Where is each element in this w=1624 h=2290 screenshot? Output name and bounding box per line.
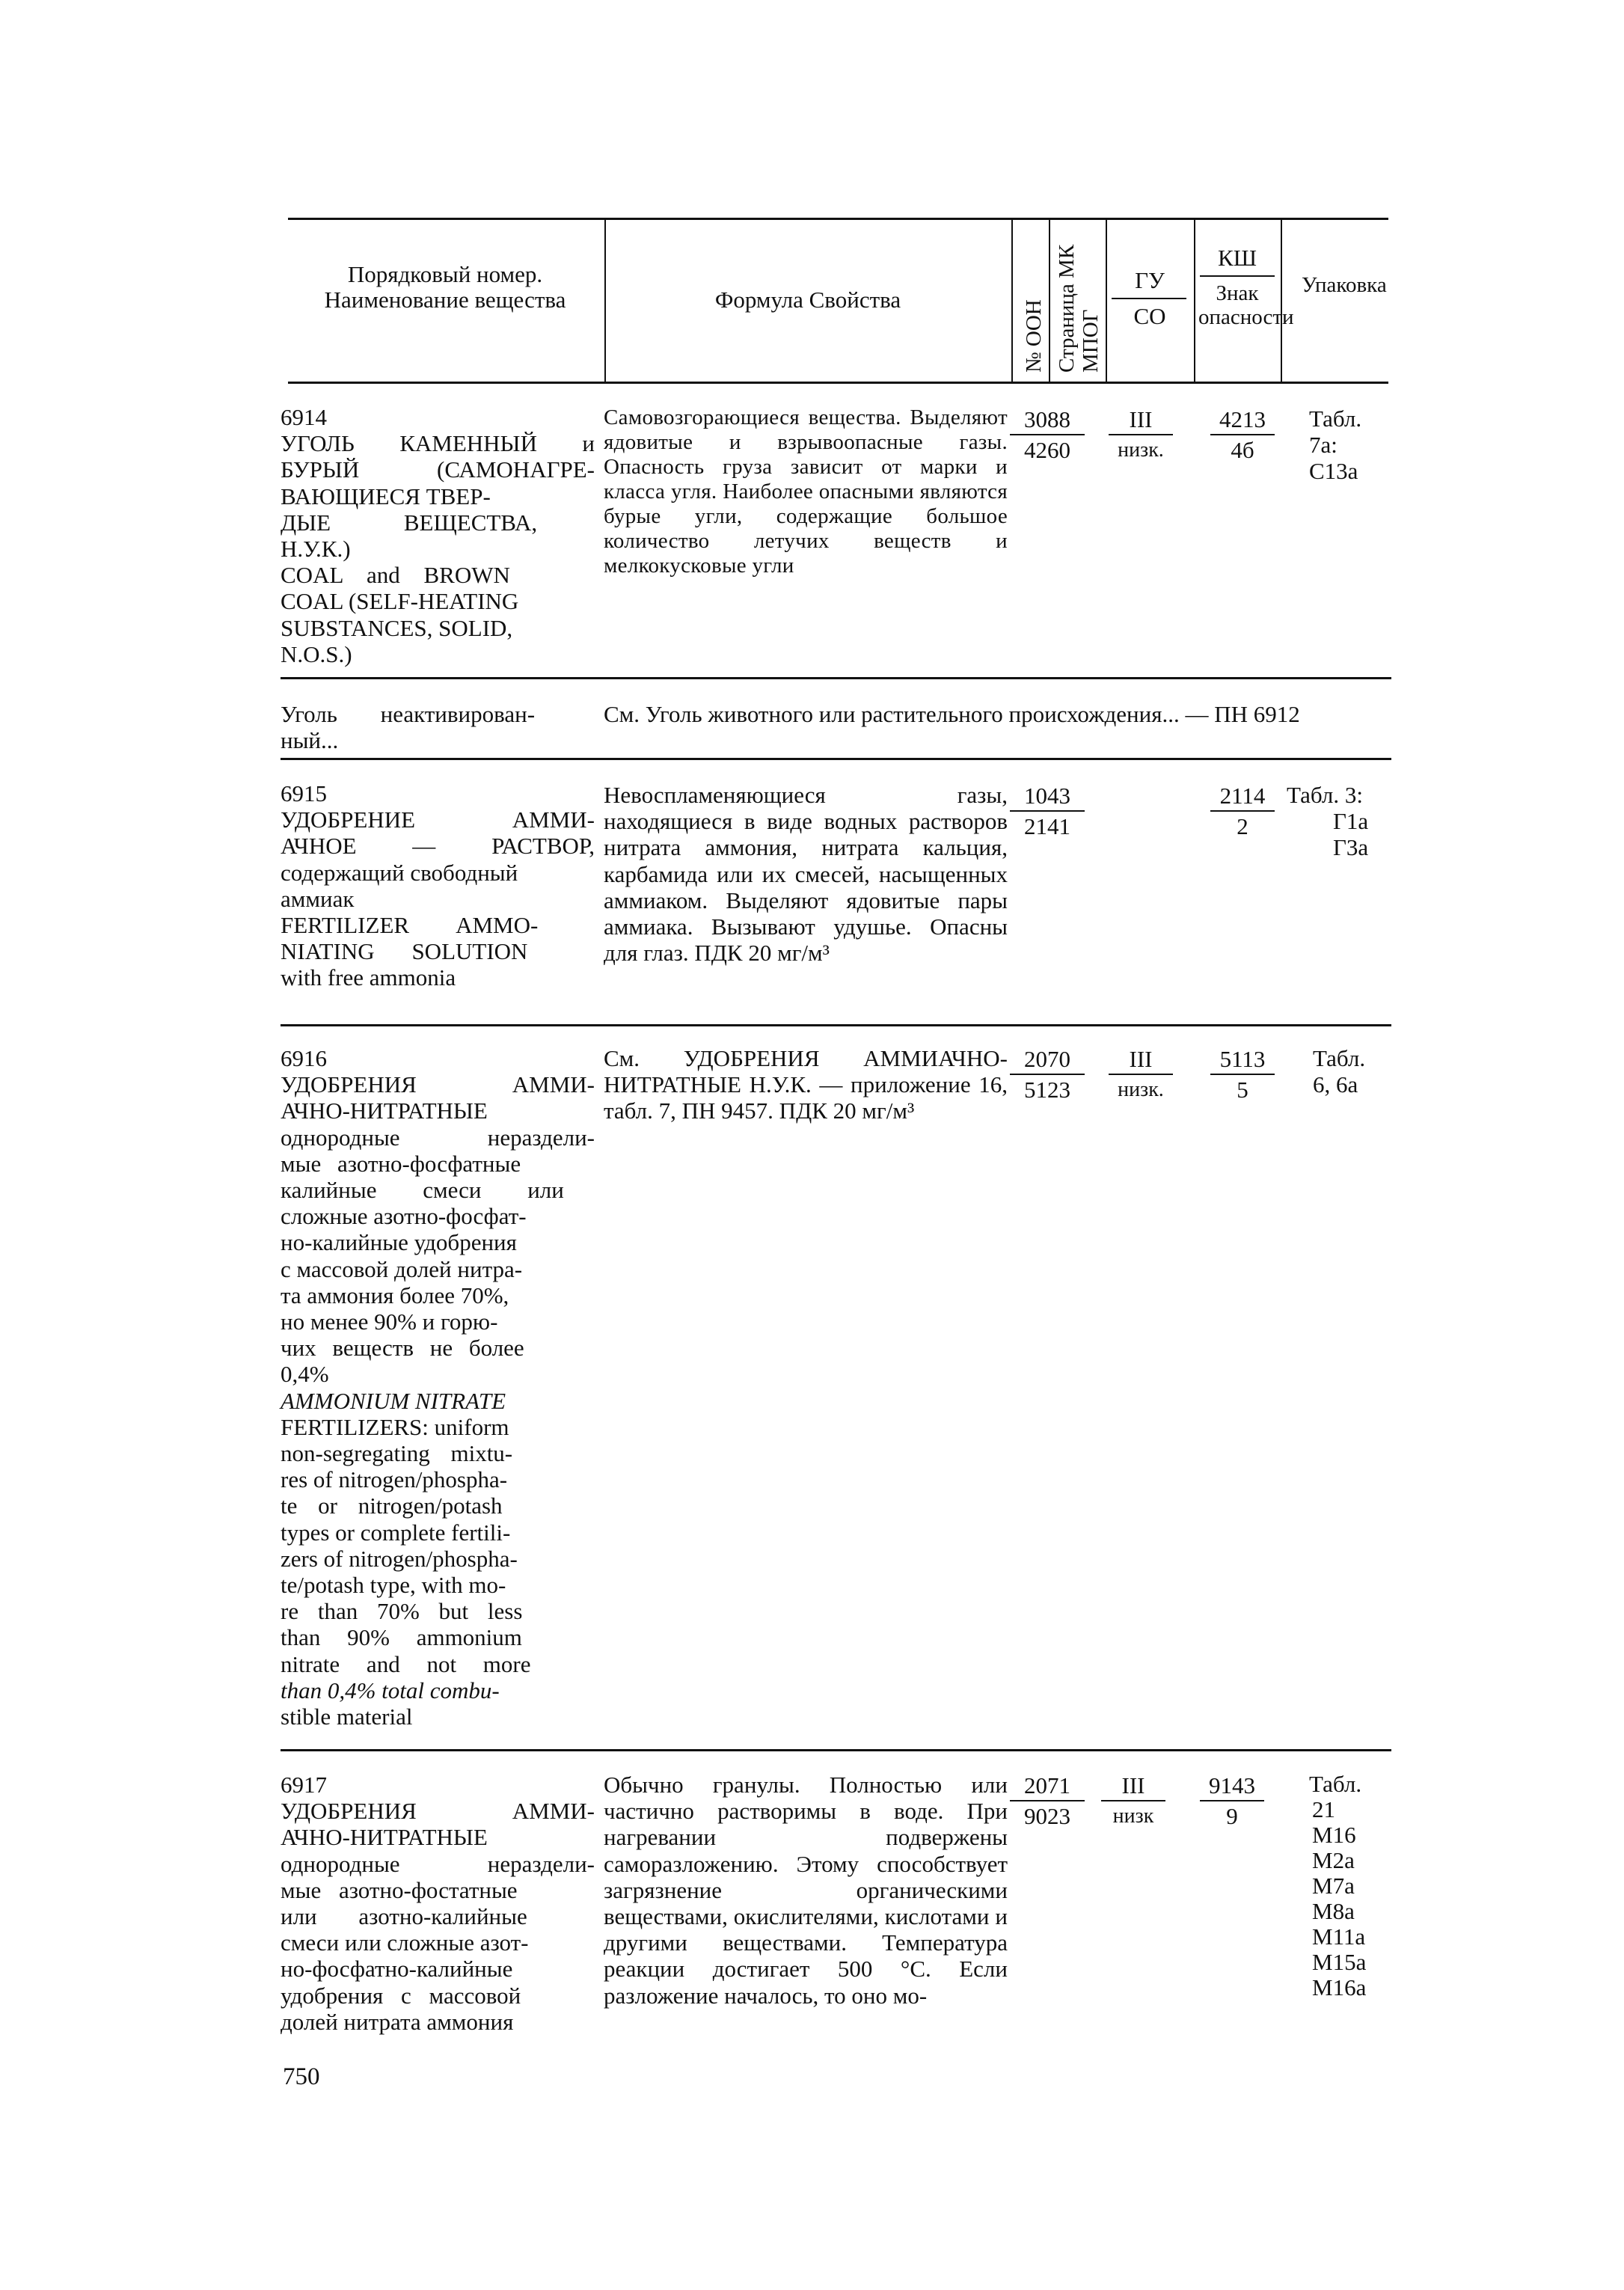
header-divider-3 <box>1049 219 1050 382</box>
header-divider-2 <box>1011 219 1013 382</box>
pack-line: Табл. <box>1313 1045 1366 1071</box>
name-line-en: AMMONIUM NITRATE <box>281 1387 506 1414</box>
row-6916-name <box>281 1045 595 1730</box>
name-line-en: non-segregating mixtu- <box>281 1440 513 1467</box>
row-6914-name <box>281 404 595 667</box>
row-6915-un: 1043 <box>1010 783 1085 812</box>
header-pack: Упаковка <box>1302 273 1387 297</box>
header-divider-4 <box>1106 219 1107 382</box>
pack-line: М16 <box>1312 1822 1356 1848</box>
name-line-en: stible material <box>281 1703 413 1730</box>
row-6914-un-page <box>1010 407 1085 463</box>
row-6914-un: 3088 <box>1010 407 1085 435</box>
header-col-props <box>606 287 1010 313</box>
name-line: Уголь неактивирован- <box>281 701 536 727</box>
header-col-page-label: Страница МК МПОГ <box>1055 244 1103 373</box>
header-ksh: КШ <box>1218 245 1257 271</box>
row-6914-co: низк. <box>1118 438 1164 462</box>
row-6916-gu: III <box>1109 1047 1173 1075</box>
header-sign: Знак опасности <box>1198 281 1294 329</box>
name-line: N.O.S.) <box>281 640 352 667</box>
header-co: СО <box>1133 303 1166 329</box>
name-line-en: than 0,4% total combu- <box>281 1677 500 1703</box>
row-6915-sign: 2 <box>1237 813 1248 839</box>
name-line: with free ammonia <box>281 964 456 991</box>
row-6917-name <box>281 1772 595 2035</box>
name-line: COAL (SELF-HEATING <box>281 588 519 615</box>
row-6914-number: 6914 <box>281 404 327 430</box>
row-6917-ksh-sign <box>1200 1773 1264 1829</box>
pack-line: 21 <box>1312 1796 1335 1822</box>
name-line: FERTILIZER AMMO- <box>281 912 539 939</box>
name-line-en: nitrate and not more <box>281 1650 531 1677</box>
name-line: калийные смеси или <box>281 1177 564 1204</box>
row-6917-sign: 9 <box>1226 1803 1238 1829</box>
row-6917-gu-co <box>1101 1773 1165 1829</box>
row-6916-ksh: 5113 <box>1210 1047 1275 1075</box>
row-6915-page: 2141 <box>1024 813 1070 839</box>
row-6915-pack <box>1287 782 1388 860</box>
row-6916-page: 5123 <box>1024 1077 1070 1103</box>
header-col-name <box>288 262 602 313</box>
header-divider-6 <box>1281 219 1282 382</box>
row-6915-props: Невоспламеняющиеся газы, находящиеся в виде водных растворов нитрата аммония, нитрата кальция, карбамида или их смесей, насыщенных аммиаком. Выделяют ядовитые пары аммиака. Вызывают удушье. Опасны для глаз. ПДК 20 мг/м³ <box>604 782 1008 967</box>
name-line <box>281 483 595 509</box>
row-6915-name <box>281 780 595 991</box>
name-line: 0,4% <box>281 1361 329 1388</box>
name-line: с массовой долей нитра- <box>281 1255 523 1282</box>
row-6917-gu: III <box>1101 1773 1165 1801</box>
row-6915-ksh: 2114 <box>1210 783 1275 812</box>
row-6916-gu-co <box>1109 1047 1173 1103</box>
pack-line: Табл. 3: <box>1287 782 1364 808</box>
row-6916-co: низк. <box>1118 1078 1164 1101</box>
name-line-en: te/potash type, with mo- <box>281 1572 506 1599</box>
header-top-rule <box>288 218 1388 220</box>
row-6917-ksh: 9143 <box>1200 1773 1264 1801</box>
name-line-en: FERTILIZERS: uniform <box>281 1413 509 1440</box>
row-6914-pack <box>1309 405 1384 484</box>
header-col-pack <box>1294 272 1387 298</box>
row-6916-ksh-sign <box>1210 1047 1275 1103</box>
pack-line: М16а <box>1312 1974 1367 2000</box>
row-6915-ksh-sign <box>1210 783 1275 839</box>
name-line: мые азотно-фостатные <box>281 1876 518 1903</box>
name-line: удобрения с массовой <box>281 1982 521 2009</box>
row-6914-bottom-rule <box>281 677 1391 679</box>
header-col-un: № ООН <box>1022 299 1046 373</box>
name-line-en: types or complete fertili- <box>281 1519 511 1546</box>
name-line: но-фосфатно-калийные <box>281 1956 513 1983</box>
pack-line: М15а <box>1312 1949 1367 1975</box>
row-6917-un-page <box>1010 1773 1085 1829</box>
name-line: УДОБРЕНИЯ АММИ- <box>281 1071 595 1098</box>
name-line: мые азотно-фосфатные <box>281 1150 521 1177</box>
row-6917-co: низк <box>1112 1804 1154 1828</box>
header-col-page <box>1055 223 1103 373</box>
row-6916-un: 2070 <box>1010 1047 1085 1075</box>
row-6915-un-page <box>1010 783 1085 839</box>
row-6915-number: 6915 <box>281 780 327 806</box>
pack-line: Г3а <box>1333 834 1369 860</box>
row-coal-bottom-rule <box>281 758 1391 760</box>
row-6914-page: 4260 <box>1024 437 1070 463</box>
pack-line: 7а: <box>1309 432 1337 458</box>
row-6914-gu-co <box>1109 407 1173 463</box>
pack-line: М7а <box>1312 1873 1355 1899</box>
name-line: УДОБРЕНИЕ АММИ- <box>281 806 595 833</box>
name-line: сложные азотно-фосфат- <box>281 1203 527 1230</box>
row-6917-props: Обычно гранулы. Полностью или частично растворимы в воде. При нагревании подвержены саморазложению. Этому способствует загрязнение органическими веществами, окислителями, кислотами и другими веществами. Температура реакции достигает 500 °С. Если разложение началось, то оно мо- <box>604 1772 1008 2009</box>
name-line-en: re than 70% but less <box>281 1598 523 1625</box>
name-line: БУРЫЙ (САМОНАГРЕ- <box>281 456 595 483</box>
pack-line: 6, 6а <box>1313 1071 1358 1097</box>
pack-line: Табл. <box>1309 1771 1362 1797</box>
row-6915-bottom-rule <box>281 1024 1391 1026</box>
name-line-en: than 90% ammonium <box>281 1624 522 1651</box>
name-line-en: te or nitrogen/potash <box>281 1493 503 1519</box>
name-line: УГОЛЬ КАМЕННЫЙ и <box>281 430 595 457</box>
name-line-en: zers of nitrogen/phospha- <box>281 1545 518 1572</box>
name-line: но менее 90% и горю- <box>281 1308 498 1335</box>
header-gu: ГУ <box>1135 267 1165 293</box>
name-line-en: res of nitrogen/phospha- <box>281 1466 508 1493</box>
row-6917-page: 9023 <box>1024 1803 1070 1829</box>
name-line: содержащий свободный <box>281 859 518 886</box>
pack-line: С13а <box>1309 458 1358 484</box>
name-line: однородные нераздели- <box>281 1124 595 1151</box>
name-line: или азотно-калийные <box>281 1903 527 1930</box>
name-line: долей нитрата аммония <box>281 2008 514 2035</box>
name-line: SUBSTANCES, SOLID, <box>281 614 513 641</box>
name-line: аммиак <box>281 885 355 912</box>
header-col-name-label: Порядковый номер. Наименование вещества <box>324 261 566 313</box>
name-line: COAL and BROWN <box>281 562 510 589</box>
pack-line: М11а <box>1312 1923 1366 1950</box>
header-bottom-rule <box>288 382 1388 384</box>
name-line: АЧНО-НИТРАТНЫЕ <box>281 1097 488 1124</box>
name-line: АЧНОЕ — РАСТВОР, <box>281 833 595 860</box>
name-line: NIATING SOLUTION <box>281 938 528 965</box>
name-line: ный... <box>281 727 339 754</box>
header-col-gu <box>1107 268 1192 293</box>
row-6914-ksh: 4213 <box>1210 407 1275 435</box>
name-line: чих веществ не более <box>281 1335 524 1362</box>
row-6916-sign: 5 <box>1237 1077 1248 1103</box>
name-line: Н.У.К.) <box>281 536 351 563</box>
header-gu-co-rule <box>1112 298 1186 299</box>
pack-line: М2а <box>1312 1847 1355 1873</box>
header-col-co <box>1107 304 1192 329</box>
name-line: АЧНО-НИТРАТНЫЕ <box>281 1824 488 1851</box>
row-6917-un: 2071 <box>1010 1773 1085 1801</box>
name-line-text: ВАЮЩИЕСЯ ТВЕР- <box>281 483 491 509</box>
row-6916-un-page <box>1010 1047 1085 1103</box>
row-6914-gu: III <box>1109 407 1173 435</box>
row-6916-bottom-rule <box>281 1749 1391 1751</box>
header-col-props-label: Формула Свойства <box>714 287 901 313</box>
pack-line: М8а <box>1312 1898 1355 1924</box>
name-line: УДОБРЕНИЯ АММИ- <box>281 1798 595 1825</box>
row-coal-name <box>281 701 595 753</box>
row-6917-pack <box>1309 1772 1384 2000</box>
row-6916-number: 6916 <box>281 1045 327 1071</box>
name-line: но-калийные удобрения <box>281 1229 517 1256</box>
pack-line: Табл. <box>1309 405 1362 432</box>
name-line: та аммония более 70%, <box>281 1282 509 1308</box>
name-line: однородные нераздели- <box>281 1850 595 1877</box>
pack-line: Г1а <box>1333 808 1369 834</box>
name-line: смеси или сложные азот- <box>281 1929 529 1956</box>
header-col-ksh <box>1195 245 1279 271</box>
row-6914-sign: 4б <box>1231 437 1254 463</box>
name-line: ДЫЕ ВЕЩЕСТВА, <box>281 509 538 536</box>
header-col-sign <box>1195 281 1294 329</box>
row-6916-pack <box>1313 1045 1388 1097</box>
header-ksh-rule <box>1200 275 1275 277</box>
row-6917-number: 6917 <box>281 1772 327 1798</box>
row-6914-props: Самовозгорающиеся вещества. Выделяют ядовитые и взрывоопасные газы. Опасность груза зависит от марки и класса угля. Наиболее опасными являются бурые угли, содержащие большое количество летучих веществ и мелкокусковые угли <box>604 405 1008 578</box>
row-6916-props: См. УДОБРЕНИЯ АММИАЧНО-НИТРАТНЫЕ Н.У.К. — приложение 16, табл. 7, ПН 9457. ПДК 20 мг/м³ <box>604 1045 1008 1124</box>
row-coal-props: См. Уголь животного или растительного происхождения... — ПН 6912 <box>604 701 1300 727</box>
row-6914-ksh-sign <box>1210 407 1275 463</box>
page-number: 750 <box>283 2063 320 2090</box>
